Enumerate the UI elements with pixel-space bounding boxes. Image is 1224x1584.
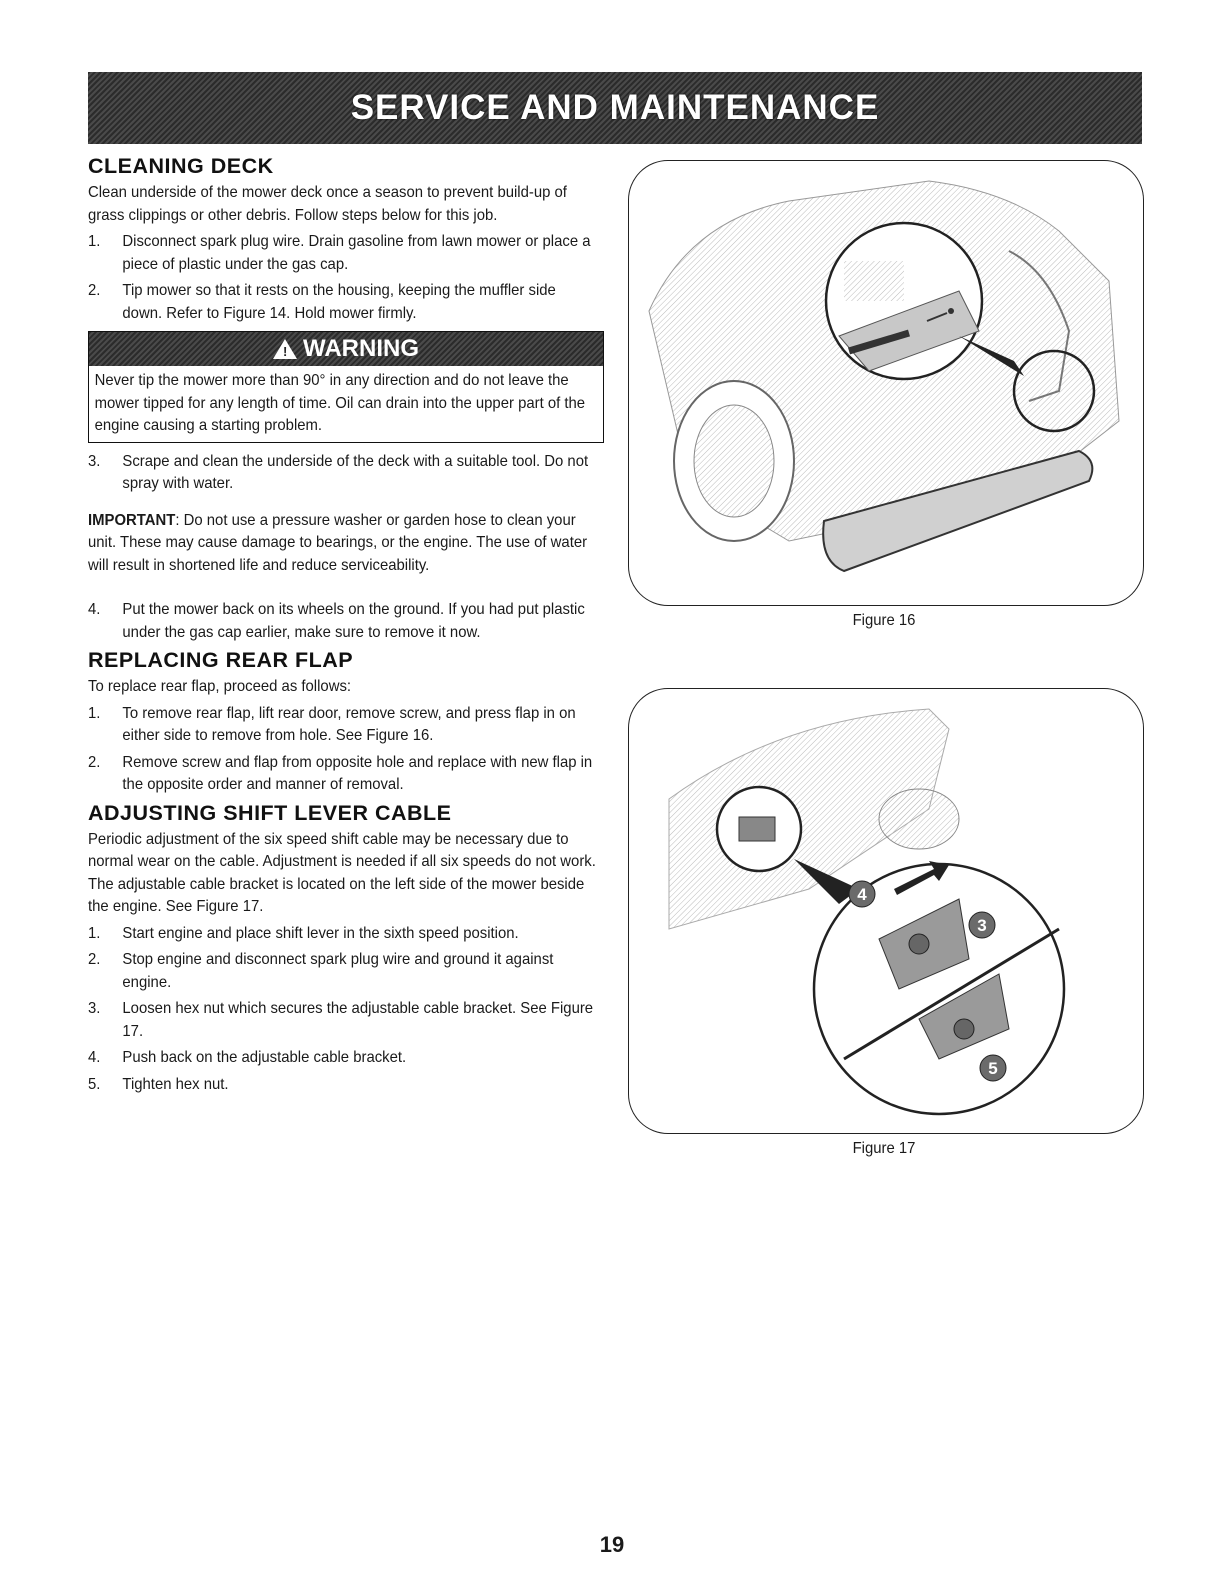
screw-icon bbox=[948, 308, 954, 314]
wheel bbox=[879, 789, 959, 849]
step-number: 2. bbox=[88, 282, 101, 299]
important-note bbox=[88, 510, 600, 578]
shift-cable-heading: ADJUSTING SHIFT LEVER CABLE bbox=[88, 800, 452, 825]
callout-3-label: 3 bbox=[977, 916, 987, 935]
step-number: 1. bbox=[88, 233, 101, 250]
callout-4-label: 4 bbox=[857, 885, 867, 904]
warning-box bbox=[88, 331, 604, 443]
list-item bbox=[88, 923, 600, 946]
cleaning-steps-3 bbox=[88, 599, 608, 644]
step-text: Tip mower so that it rests on the housing, keeping the muffler side down. Refer to Figure 14. Hold mower firmly. bbox=[122, 282, 556, 322]
cleaning-deck-heading: CLEANING DECK bbox=[88, 154, 274, 178]
figure-16-caption: Figure 16 bbox=[852, 612, 916, 629]
step-number: 1. bbox=[88, 924, 101, 942]
warning-text: Never tip the mower more than 90° in any direction and do not leave the mower tipped for any length of time. Oil can drain into the upper part of the engine causing a starting problem. bbox=[94, 372, 586, 434]
list-item bbox=[88, 599, 600, 644]
hex-nut-upper bbox=[909, 934, 929, 954]
step-text: Loosen hex nut which secures the adjustable cable bracket. See Figure 17. bbox=[122, 1000, 594, 1040]
list-item bbox=[88, 998, 600, 1043]
rear-flap-illustration bbox=[629, 161, 1143, 605]
page-title: SERVICE AND MAINTENANCE bbox=[350, 88, 880, 127]
step-number: 1. bbox=[88, 704, 101, 722]
shift-cable-illustration bbox=[629, 689, 1143, 1133]
step-number: 3. bbox=[88, 1000, 101, 1017]
list-item bbox=[88, 1074, 600, 1097]
step-text: Scrape and clean the underside of the deck with a suitable tool. Do not spray with water. bbox=[122, 452, 589, 492]
list-item bbox=[88, 949, 600, 994]
step-number: 5. bbox=[88, 1075, 101, 1093]
step-number: 2. bbox=[88, 753, 101, 771]
step-text: Tighten hex nut. bbox=[122, 1075, 229, 1093]
list-item bbox=[88, 752, 600, 797]
list-item bbox=[88, 231, 600, 276]
warning-title: WARNING bbox=[303, 335, 419, 362]
cable-bracket-small bbox=[739, 817, 775, 841]
step-text: Remove screw and flap from opposite hole and replace with new flap in the opposite order and manner of removal. bbox=[122, 753, 593, 793]
list-item bbox=[88, 1047, 600, 1070]
step-number: 4. bbox=[88, 1049, 101, 1066]
step-text: Stop engine and disconnect spark plug wire and ground it against engine. bbox=[122, 951, 554, 991]
list-item bbox=[88, 703, 600, 748]
step-text: Start engine and place shift lever in the sixth speed position. bbox=[122, 924, 519, 942]
step-text: Put the mower back on its wheels on the ground. If you had put plastic under the gas cap earlier, make sure to remove it now. bbox=[122, 601, 585, 641]
shift-cable-steps bbox=[88, 923, 608, 1097]
page-number: 19 bbox=[599, 1532, 625, 1557]
warning-triangle-icon bbox=[273, 339, 297, 359]
step-text: Disconnect spark plug wire. Drain gasoline from lawn mower or place a piece of plastic under the gas cap. bbox=[122, 233, 591, 273]
figure-17 bbox=[628, 688, 1144, 1134]
step-text: To remove rear flap, lift rear door, remove screw, and press flap in on either side to remove from hole. See Figure 16. bbox=[122, 704, 576, 744]
list-item bbox=[88, 280, 600, 325]
step-text: Push back on the adjustable cable bracket. bbox=[122, 1049, 407, 1066]
cleaning-steps-2 bbox=[88, 451, 608, 496]
rear-flap-steps bbox=[88, 703, 608, 797]
hex-nut-lower bbox=[954, 1019, 974, 1039]
important-text: : Do not use a pressure washer or garden hose to clean your unit. These may cause damage to bearings, or the engine. The use of water will result in shortened life and reduce serviceability. bbox=[88, 511, 588, 574]
callout-5-label: 5 bbox=[988, 1059, 998, 1078]
shift-cable-intro: Periodic adjustment of the six speed shift cable may be necessary due to normal wear on the cable. Adjustment is needed if all six speeds do not work. The adjustable cable bracket is located on the left side of the mower beside the engine. See Figure 17. bbox=[88, 830, 596, 915]
step-number: 3. bbox=[88, 452, 101, 470]
step-number: 4. bbox=[88, 601, 101, 618]
figure-17-caption: Figure 17 bbox=[852, 1140, 916, 1157]
wheel-hub bbox=[694, 405, 774, 517]
warning-header bbox=[89, 332, 603, 366]
rear-flap-heading: REPLACING REAR FLAP bbox=[88, 648, 354, 672]
cleaning-intro: Clean underside of the mower deck once a season to prevent build-up of grass clippings or other debris. Follow steps below for this job. bbox=[88, 184, 567, 224]
figure-16 bbox=[628, 160, 1144, 606]
zoom-detail-bracket bbox=[844, 261, 904, 301]
section-banner bbox=[88, 72, 1142, 144]
important-label: IMPORTANT bbox=[88, 511, 176, 529]
rear-flap-intro: To replace rear flap, proceed as follows: bbox=[88, 678, 352, 695]
list-item bbox=[88, 451, 600, 496]
step-number: 2. bbox=[88, 951, 101, 968]
left-column bbox=[88, 154, 608, 1100]
cleaning-steps bbox=[88, 231, 608, 325]
warning-symbol: ! bbox=[283, 344, 288, 359]
